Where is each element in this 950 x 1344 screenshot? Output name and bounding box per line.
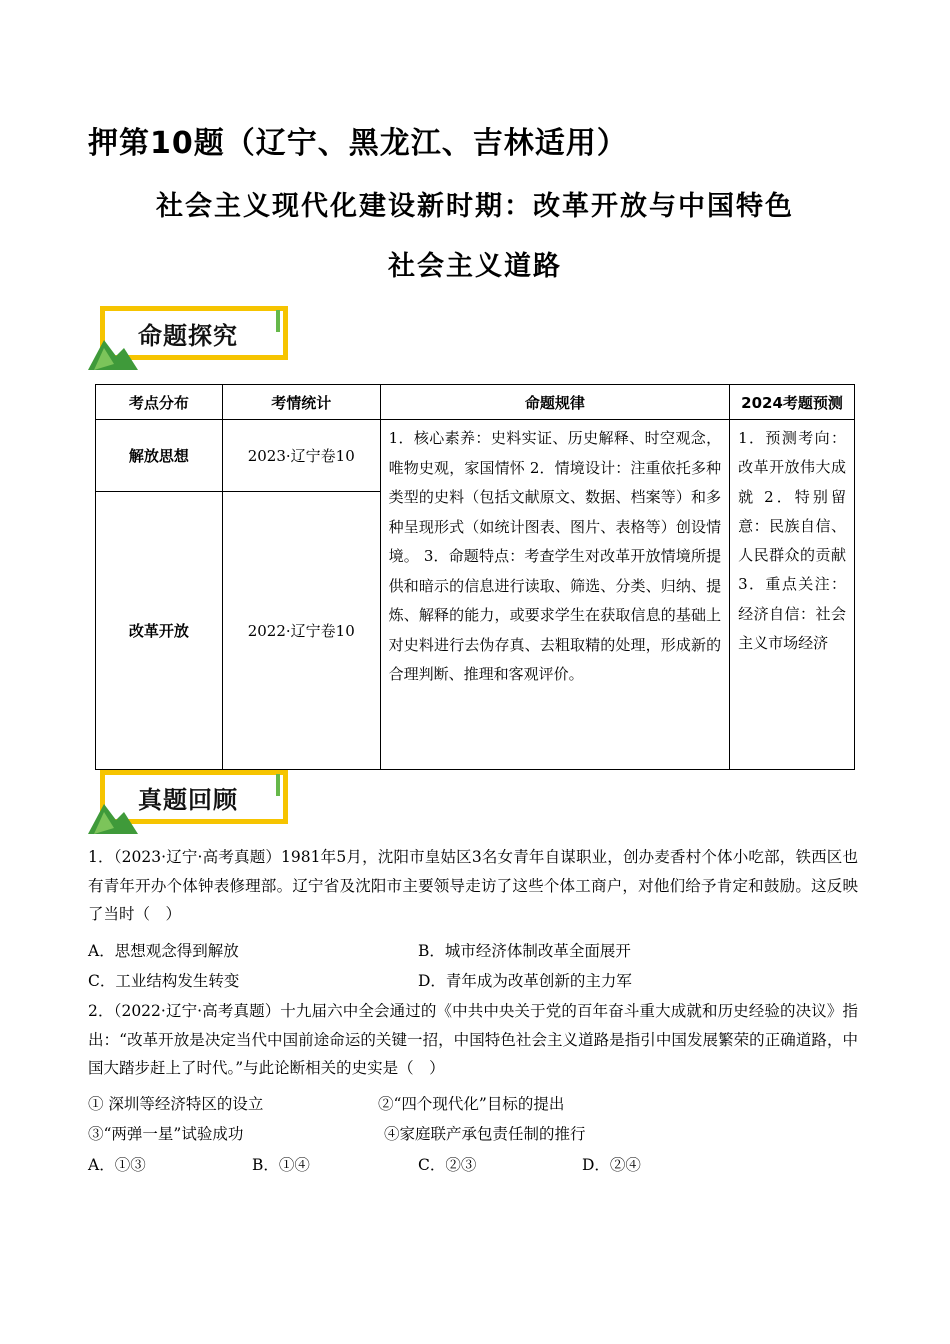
- section-title-2: 真题回顾: [138, 786, 238, 814]
- q2-statement-4: ④家庭联产承包责任制的推行: [384, 1125, 586, 1143]
- q2-option-c[interactable]: C．②③: [418, 1156, 477, 1174]
- q2-option-b[interactable]: B．①④: [252, 1156, 310, 1174]
- prediction-cell: 1．预测考向：改革开放伟大成就 2．特别留意：民族自信、人民群众的贡献 3．重点关注：经济自信：社会主义市场经济: [730, 420, 855, 770]
- title-line-1: 押第10题（辽宁、黑龙江、吉林适用）: [88, 126, 628, 161]
- topic-cell: 解放思想: [96, 420, 223, 492]
- exam-info-table: [95, 384, 855, 770]
- question-2-stem: 2．（2022·辽宁·高考真题）十九届六中全会通过的《中共中央关于党的百年奋斗重大成就和历史经验的决议》指出：“改革开放是决定当代中国前途命运的关键一招，中国特色社会主义道路是指引中国发展繁荣的正确道路，中国大踏步赶上了时代。”与此论断相关的史实是（ ）: [88, 1002, 858, 1077]
- hill-icon: [88, 326, 138, 370]
- rules-cell: 1．核心素养：史料实证、历史解释、时空观念，唯物史观，家国情怀 2．情境设计：注重依托多种类型的史料（包括文献原文、数据、档案等）和多种呈现形式（如统计图表、图片、表格等）创设情境。 3．命题特点：考查学生对改革开放情境所提供和暗示的信息进行读取、筛选、分类、归纳、提炼、解释的能力，或要求学生在获取信息的基础上对史料进行去伪存真、去粗取精的处理，形成新的合理判断、推理和客观评价。: [380, 420, 729, 770]
- q2-option-d[interactable]: D．②④: [582, 1156, 641, 1174]
- q1-option-c[interactable]: C．工业结构发生转变: [88, 972, 240, 990]
- q1-option-d[interactable]: D．青年成为改革创新的主力军: [418, 972, 632, 990]
- topic-cell: 改革开放: [96, 492, 223, 770]
- title-line-3: 社会主义道路: [388, 251, 562, 282]
- stat-cell: 2022·辽宁卷10: [222, 492, 380, 770]
- question-1-stem: 1．（2023·辽宁·高考真题）1981年5月，沈阳市皇姑区3名女青年自谋职业，创办麦香村个体小吃部，铁西区也有青年开办个体钟表修理部。辽宁省及沈阳市主要领导走访了这些个体工商户，对他们给予肯定和鼓励。这反映了当时（ ）: [88, 848, 858, 923]
- q2-option-a[interactable]: A．①③: [88, 1156, 146, 1174]
- title-line-2: 社会主义现代化建设新时期：改革开放与中国特色: [156, 191, 794, 222]
- q1-option-a[interactable]: A．思想观念得到解放: [88, 942, 239, 960]
- q2-statement-3: ③“两弹一星”试验成功: [88, 1125, 244, 1143]
- section-banner-2: [94, 770, 294, 832]
- header-topic: 考点分布: [96, 385, 223, 420]
- section-banner-1: [94, 306, 294, 368]
- stat-cell: 2023·辽宁卷10: [222, 420, 380, 492]
- hill-icon: [88, 790, 138, 834]
- q2-statement-1: ① 深圳等经济特区的设立: [88, 1095, 264, 1113]
- section-title-1: 命题探究: [138, 322, 238, 350]
- header-stat: 考情统计: [222, 385, 380, 420]
- q2-statement-2: ②“四个现代化”目标的提出: [378, 1095, 565, 1113]
- header-rules: 命题规律: [380, 385, 729, 420]
- q1-option-b[interactable]: B．城市经济体制改革全面展开: [418, 942, 631, 960]
- header-prediction: 2024考题预测: [730, 385, 855, 420]
